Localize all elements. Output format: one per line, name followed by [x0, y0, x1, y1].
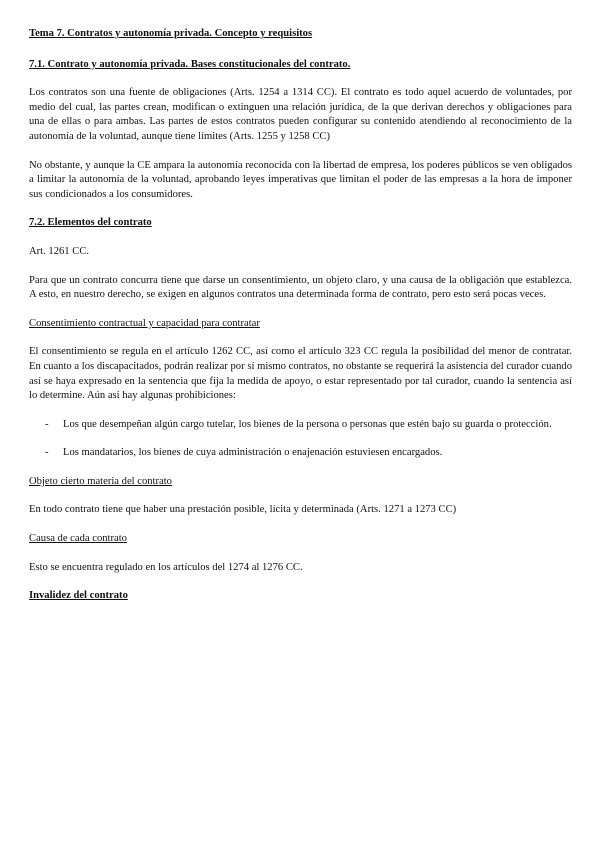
- document-title: Tema 7. Contratos y autonomía privada. Concepto y requisitos: [29, 28, 313, 39]
- section-heading-7-2: 7.2. Elementos del contrato: [29, 217, 152, 229]
- article-reference: Art. 1261 CC.: [29, 245, 90, 257]
- subheading-causa: Causa de cada contrato: [29, 533, 127, 545]
- list-item-text: Los que desempeñan algún cargo tutelar, los bienes de la persona o personas que estén bajo su guarda o protección.: [63, 418, 552, 430]
- paragraph: Esto se encuentra regulado en los artículos del 1274 al 1276 CC.: [29, 561, 303, 573]
- paragraph: El consentimiento se regula en el artículo 1262 CC, así como el artículo 323 CC regula la posibilidad del menor de contratar. En cuanto a los discapacitados, podrán realizar por sí mismo contratos, no obstante se requerirá la asistencia del curador cuando así se haya expresado en la sentencia que fija la medida de apoyo, o estar representado por tal curador, cuando la sentencia así lo determine. Aún así hay algunas prohibiciones:: [29, 346, 572, 402]
- list-bullet: -: [45, 418, 49, 430]
- paragraph: En todo contrato tiene que haber una prestación posible, lícita y determinada (Arts. 1271 a 1273 CC): [29, 504, 457, 516]
- section-heading-invalidez: Invalidez del contrato: [29, 590, 128, 602]
- subheading-objeto: Objeto cierto materia del contrato: [29, 475, 172, 487]
- paragraph: No obstante, y aunque la CE ampara la autonomía reconocida con la libertad de empresa, los poderes públicos se ven obligados a limitar la autonomía de la voluntad, aprobando leyes imperativas que limitan el poder de las empresas a la hora de imponer sus condicionados a los consumidores.: [29, 159, 572, 200]
- list-bullet: -: [45, 447, 49, 459]
- prohibitions-list: [29, 418, 572, 461]
- section-heading-7-1: 7.1. Contrato y autonomía privada. Bases constitucionales del contrato.: [29, 58, 351, 70]
- subheading-consentimiento: Consentimiento contractual y capacidad para contratar: [29, 317, 260, 329]
- list-item: [29, 418, 572, 433]
- list-item: [29, 446, 572, 461]
- paragraph: Los contratos son una fuente de obligaciones (Arts. 1254 a 1314 CC). El contrato es todo aquel acuerdo de voluntades, por medio del cual, las partes crean, modifican o extinguen una relación jurídica, de la que derivan derechos y obligaciones para una de ellas o para ambas. Las partes de estos contratos pueden configurar su contenido atendiendo al reconocimiento de la autonomía de la voluntad, aunque tiene límites (Arts. 1255 y 1258 CC): [29, 87, 572, 142]
- list-item-text: Los mandatarios, los bienes de cuya administración o enajenación estuviesen encargados.: [63, 447, 443, 459]
- document-page: [29, 27, 572, 618]
- paragraph: Para que un contrato concurra tiene que darse un consentimiento, un objeto claro, y una causa de la obligación que establezca. A esto, en nuestro derecho, se exigen en algunos contratos una determinada forma de contrato, pero esto será pocas veces.: [29, 274, 572, 301]
